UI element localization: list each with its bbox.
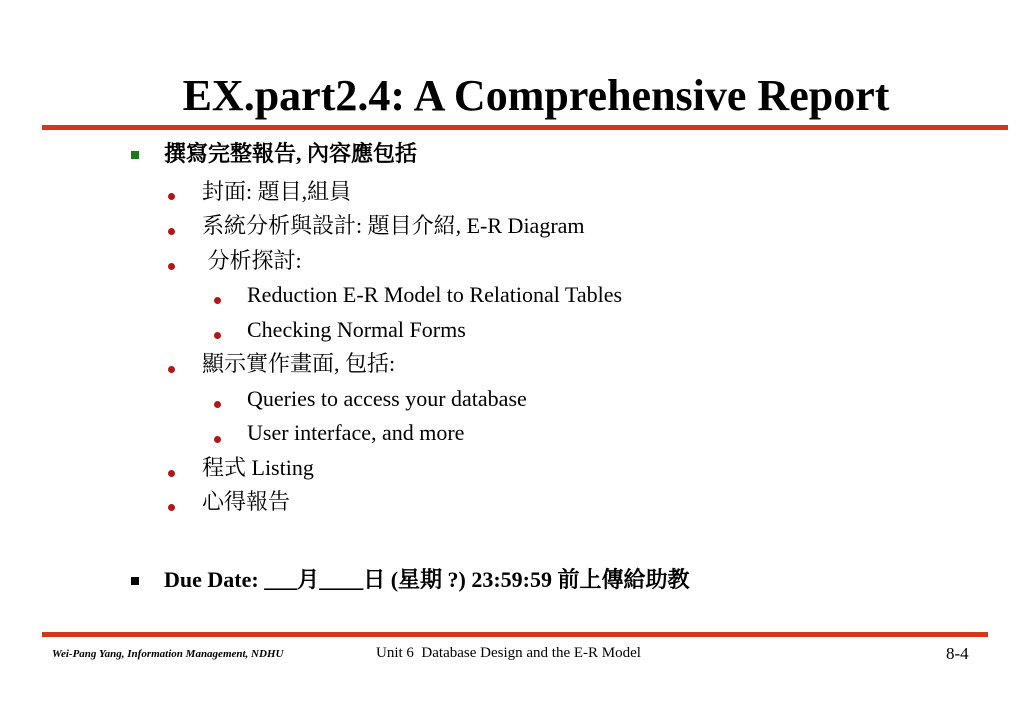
footer-author: Wei-Pang Yang, Information Management, NDHU	[52, 648, 284, 660]
bullet-dot-icon	[168, 470, 175, 477]
bullet-dot-icon	[168, 504, 175, 511]
list-item: Reduction E-R Model to Relational Tables	[247, 282, 623, 307]
bullet-dot-icon	[214, 297, 221, 304]
list-item: 程式 Listing	[202, 455, 314, 480]
list-item: User interface, and more	[247, 420, 465, 445]
title-divider	[42, 125, 1008, 130]
list-item: 心得報告	[202, 489, 291, 514]
bullet-dot-icon	[168, 366, 175, 373]
slide-title: EX.part2.4: A Comprehensive Report	[182, 71, 890, 120]
list-item: Queries to access your database	[247, 386, 527, 411]
bullet-dot-icon	[168, 193, 175, 200]
list-item: Checking Normal Forms	[247, 317, 466, 342]
bullet-dot-icon	[214, 332, 221, 339]
footer-unit: Unit 6 Database Design and the E-R Model	[376, 645, 641, 661]
list-item: 顯示實作畫面, 包括:	[202, 351, 396, 376]
due-date: Due Date: ___月____日 (星期 ?) 23:59:59 前上傳給助教	[164, 567, 690, 592]
main-point: 撰寫完整報告, 內容應包括	[164, 141, 418, 166]
footer-divider	[42, 632, 988, 637]
bullet-dot-icon	[214, 436, 221, 443]
bullet-square-icon	[131, 151, 139, 159]
list-item: 分析探討:	[202, 248, 302, 273]
bullet-dot-icon	[214, 401, 221, 408]
bullet-dot-icon	[168, 228, 175, 235]
bullet-dot-icon	[168, 263, 175, 270]
list-item: 封面: 題目,組員	[202, 179, 352, 204]
page-number: 8-4	[946, 644, 969, 663]
list-item: 系統分析與設計: 題目介紹, E-R Diagram	[202, 213, 585, 238]
bullet-square-icon	[131, 577, 139, 585]
